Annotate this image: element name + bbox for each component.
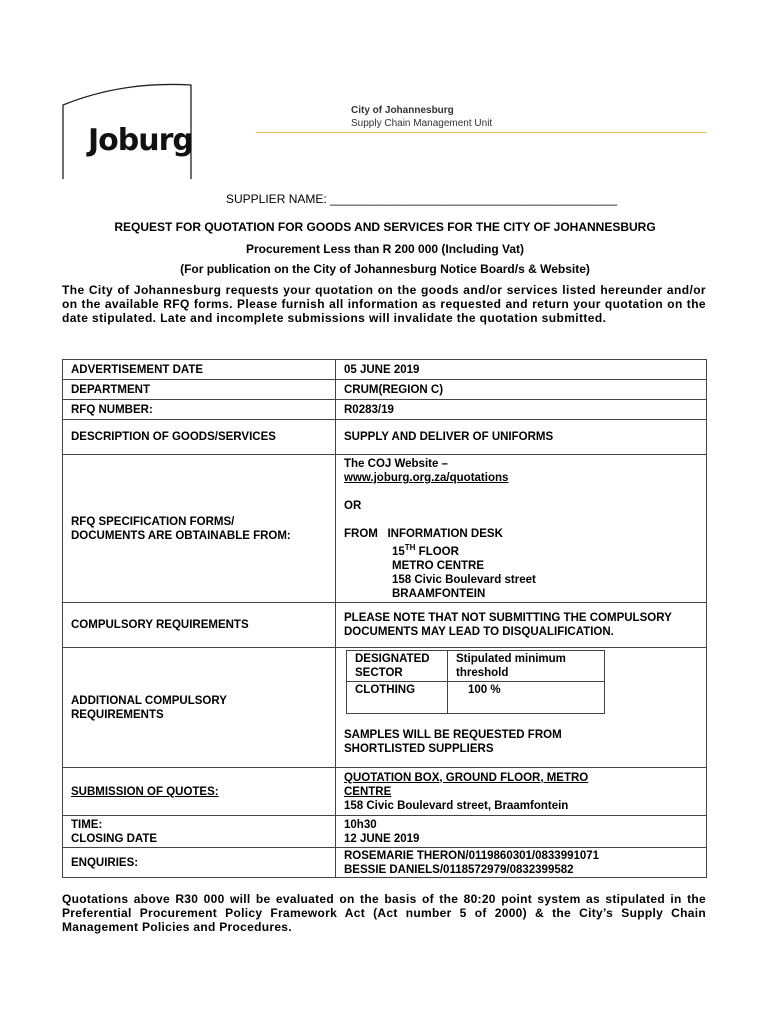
spec-centre: METRO CENTRE: [392, 559, 484, 572]
table-row: [63, 420, 707, 455]
additional-label: ADDITIONAL COMPULSORY REQUIREMENTS: [63, 648, 336, 768]
spec-suburb: BRAAMFONTEIN: [392, 587, 486, 600]
advert-date-value: 05 JUNE 2019: [336, 360, 707, 380]
table-row: [63, 380, 707, 400]
inner-data-row: [347, 682, 605, 714]
table-row: [63, 603, 707, 648]
table-row: [63, 848, 707, 878]
inner-header-row: [347, 651, 605, 682]
sector-value: CLOTHING: [347, 682, 448, 714]
table-row: [63, 648, 707, 768]
threshold-header: Stipulated minimum threshold: [448, 651, 605, 682]
submission-value: QUOTATION BOX, GROUND FLOOR, METRO CENTRE 158 Civic Boulevard street, Braamfontein: [336, 768, 707, 816]
rfq-number-label: RFQ NUMBER:: [63, 400, 336, 420]
samples-note-1: SAMPLES WILL BE REQUESTED FROM: [344, 729, 562, 741]
time-closing-label: TIME: CLOSING DATE: [63, 816, 336, 848]
evaluation-note: Quotations above R30 000 will be evaluated on the basis of the 80:20 point system as stipulated in the Preferential Procurement Policy Framework Act (Act number 5 of 2000) & the City’s Supply Chain Management Policies and Procedures.: [62, 892, 706, 934]
time-closing-value: 10h30 12 JUNE 2019: [336, 816, 707, 848]
table-row: [63, 816, 707, 848]
supplier-name-line: SUPPLIER NAME: ___________________________________________: [226, 192, 618, 206]
sector-threshold-table: [346, 650, 605, 714]
table-row: [63, 768, 707, 816]
publication-subtitle: (For publication on the City of Johannesburg Notice Board/s & Website): [180, 262, 590, 276]
enquiries-value: ROSEMARIE THERON/0119860301/0833991071 BESSIE DANIELS/0118572979/0832399582: [336, 848, 707, 878]
rfq-number-value: R0283/19: [336, 400, 707, 420]
compulsory-label: COMPULSORY REQUIREMENTS: [63, 603, 336, 648]
table-row: [63, 400, 707, 420]
department-label: DEPARTMENT: [63, 380, 336, 400]
table-row: [63, 360, 707, 380]
procurement-subtitle: Procurement Less than R 200 000 (Including Vat): [245, 242, 525, 256]
spec-website: The COJ Website –: [344, 458, 448, 470]
sector-header: DESIGNATED SECTOR: [347, 651, 448, 682]
table-row: [63, 455, 707, 603]
spec-forms-label: RFQ SPECIFICATION FORMS/ DOCUMENTS ARE OBTAINABLE FROM:: [63, 455, 336, 603]
advert-date-label: ADVERTISEMENT DATE: [63, 360, 336, 380]
threshold-value: 100 %: [448, 682, 605, 714]
description-value: SUPPLY AND DELIVER OF UNIFORMS: [336, 420, 707, 455]
intro-paragraph: The City of Johannesburg requests your quotation on the goods and/or services listed hereunder and/or on the available RFQ forms. Please furnish all information as requested and return your quotation on the date stipulated. Late and incomplete submissions will invalidate the quotation submitted.: [62, 283, 706, 325]
department-value: CRUM(REGION C): [336, 380, 707, 400]
org-name: City of Johannesburg: [351, 105, 454, 116]
spec-forms-value: [336, 455, 707, 603]
spec-floor: 15TH FLOOR: [392, 543, 459, 558]
samples-note-2: SHORTLISTED SUPPLIERS: [344, 743, 494, 755]
joburg-logo: Joburg: [88, 123, 193, 158]
spec-or: OR: [344, 500, 362, 512]
rfq-details-table: [62, 359, 707, 878]
quotations-link[interactable]: www.joburg.org.za/quotations: [344, 472, 509, 484]
header-rule: [256, 132, 707, 133]
spec-from: FROM INFORMATION DESK: [344, 528, 503, 540]
main-title: REQUEST FOR QUOTATION FOR GOODS AND SERVICES FOR THE CITY OF JOHANNESBURG: [114, 220, 656, 234]
enquiries-label: ENQUIRIES:: [63, 848, 336, 878]
compulsory-value: PLEASE NOTE THAT NOT SUBMITTING THE COMPULSORY DOCUMENTS MAY LEAD TO DISQUALIFICATION.: [336, 603, 707, 648]
org-unit: Supply Chain Management Unit: [351, 118, 493, 129]
description-label: DESCRIPTION OF GOODS/SERVICES: [63, 420, 336, 455]
spec-street: 158 Civic Boulevard street: [392, 573, 536, 586]
additional-value: [336, 648, 707, 768]
org-header: [351, 104, 492, 130]
submission-label: SUBMISSION OF QUOTES:: [63, 768, 336, 816]
